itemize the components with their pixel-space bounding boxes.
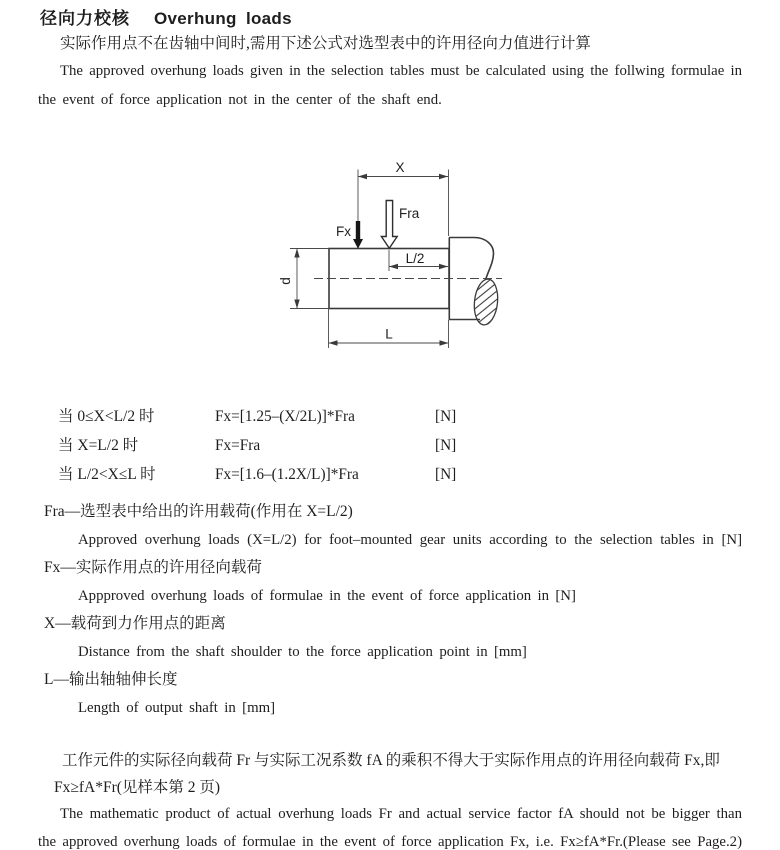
force-arrow-fx [336, 221, 363, 249]
definition-term-fra: Fra—选型表中给出的许用载荷(作用在 X=L/2) [44, 503, 353, 520]
definition-desc-fra: Approved overhung loads (X=L/2) for foot–mounted gear units according to the selection tables in [N] [78, 532, 742, 548]
shaft-load-diagram [268, 153, 512, 368]
page-title-zh: 径向力校核 [40, 9, 130, 28]
housing-break-curve [449, 238, 494, 281]
closing-paragraph-en [38, 800, 742, 850]
gear-housing [449, 238, 500, 327]
force-fx-label: Fx [336, 224, 351, 239]
definition-desc-l: Length of output shaft in [mm] [78, 700, 276, 716]
formula-condition: 当 L/2<X≤L 时 [58, 466, 156, 483]
page-title-en: Overhung loads [154, 9, 292, 28]
definition-term-fx: Fx—实际作用点的许用径向载荷 [44, 559, 262, 576]
formula-expression: Fx=[1.25–(X/2L)]*Fra [215, 408, 355, 425]
closing-zh-line1: 工作元件的实际径向载荷 Fr 与实际工况系数 fA 的乘积不得大于实际作用点的许用径向载荷 Fx,即 [62, 752, 720, 769]
intro-paragraph-zh: 实际作用点不在齿轴中间时,需用下述公式对选型表中的许用径向力值进行计算 [60, 35, 591, 52]
formula-unit: [N] [435, 408, 457, 425]
definition-desc-x: Distance from the shaft shoulder to the force application point in [mm] [78, 644, 527, 660]
closing-zh-line2: Fx≥fA*Fr(见样本第 2 页) [54, 779, 221, 796]
formula-table [58, 402, 456, 489]
dimension-d-label: d [278, 277, 293, 285]
definition-list [44, 498, 742, 722]
definition-term-l: L—输出轴轴伸长度 [44, 671, 178, 688]
dimension-x-label: X [395, 160, 405, 175]
formula-condition: 当 0≤X<L/2 时 [58, 408, 155, 425]
dimension-x [358, 160, 449, 247]
formula-condition: 当 X=L/2 时 [58, 437, 139, 454]
dimension-l-label: L [385, 326, 393, 342]
closing-en-line1: The mathematic product of actual overhung loads Fr and actual service factor fA should not be bigger than [60, 806, 742, 822]
dimension-l [329, 309, 449, 348]
intro-en-line2: the event of force application not in the center of the shaft end. [38, 91, 442, 108]
dimension-l2-label: L/2 [405, 251, 425, 266]
formula-row-3 [58, 460, 456, 489]
page-title [40, 4, 292, 29]
formula-row-2 [58, 431, 456, 460]
force-arrow-fra [381, 201, 419, 249]
closing-en-line2: the approved overhung loads of formulae in the event of force application Fx, i.e. Fx≥fA*Fr.(Please see Page.2) [38, 834, 742, 850]
formula-expression: Fx=Fra [215, 437, 261, 454]
formula-unit: [N] [435, 437, 457, 454]
closing-paragraph-zh [38, 747, 748, 801]
force-fra-label: Fra [399, 206, 420, 221]
definition-desc-fx: Appproved overhung loads of formulae in the event of force application in [N] [78, 588, 576, 604]
formula-expression: Fx=[1.6–(1.2X/L)]*Fra [215, 466, 359, 483]
intro-paragraph-en [38, 57, 742, 114]
intro-en-line1: The approved overhung loads given in the selection tables must be calculated using the follwing formulae in [60, 63, 742, 79]
definition-term-x: X—载荷到力作用点的距离 [44, 615, 226, 632]
dimension-l2 [389, 250, 448, 271]
formula-unit: [N] [435, 466, 457, 483]
formula-row-1 [58, 402, 456, 431]
